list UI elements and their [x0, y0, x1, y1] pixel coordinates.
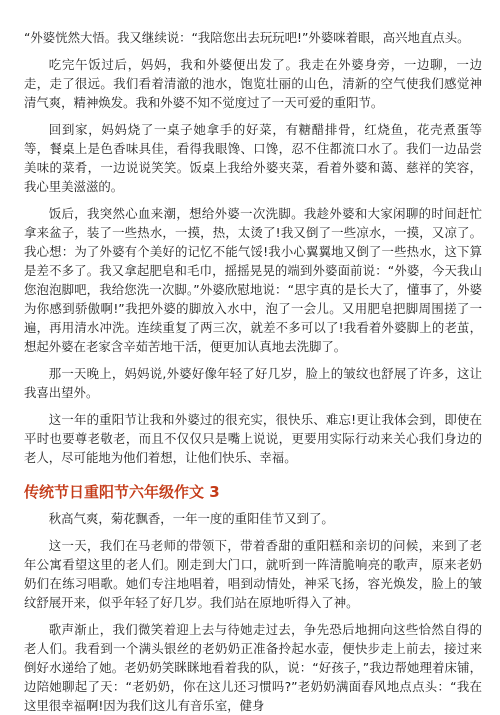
paragraph: 回到家，妈妈烧了一桌子她拿手的好菜，有糖醋排骨，红烧鱼，花壳煮蛋等等，餐桌上是色香味具佳，看得我眼馋、口馋，忍不住都流口水了。我们一边品尝美味的菜肴，一边说说笑笑。饭桌上我给外婆夹菜，看着外婆和蔼、慈祥的笑容，我心里美滋滋的。 [24, 122, 482, 194]
paragraph: “外婆恍然大悟。我又继续说：“我陪您出去玩玩吧!”外婆咪着眼，高兴地直点头。 [24, 30, 470, 45]
paragraph: 那一天晚上，妈妈说,外婆好像年轻了好几岁，脸上的皱纹也舒展了许多，这让我喜出望外。 [24, 366, 482, 400]
section-title: 传统节日重阳节六年级作文 3 [24, 483, 220, 501]
paragraph: 吃完午饭过后，妈妈，我和外婆便出发了。我走在外婆身旁，一边聊，一边走，走了很远。我们看着清澈的池水，饱览壮丽的山色，清新的空气使我们感觉神清气爽，精神焕发。我和外婆不知不觉度过了一天可爱的重阳节。 [24, 57, 482, 110]
paragraph: 歌声渐止，我们微笑着迎上去与待她走过去，争先恐后地拥向这些恰然自得的老人们。我看到一个满头银丝的老奶奶正准备拎起水壶，便快步走上前去，接过来倒好水递给了她。老奶奶笑眯眯地看着我的队，说：“好孩子，”我边帮她理着床铺，边陪她聊起了天：“老奶奶，你在这儿还习惯吗?”老奶奶满面春风地点点头：“我在这里很幸福啊!因为我们这儿有音乐室，健身 [24, 622, 482, 713]
paragraph: 这一天，我们在马老师的带领下，带着香甜的重阳糕和亲切的问候，来到了老年公寓看望这里的老人们。刚走到大门口，就听到一阵清脆响亮的歌声，原来老奶奶们在练习唱歌。她们专注地唱着，唱到动情处，神采飞扬，容光焕发，脸上的皱纹舒展开来，似乎年轻了好几岁。我们站在原地听得入了神。 [24, 538, 482, 610]
document-page [0, 28, 500, 713]
paragraph: 秋高气爽，菊花飘香，一年一度的重阳佳节又到了。 [48, 511, 334, 526]
paragraph: 饭后，我突然心血来潮，想给外婆一次洗脚。我趁外婆和大家闲聊的时间赶忙拿来盆子，装了一些热水，一摸，热，太烫了!我又倒了一些凉水，一摸，又凉了。我心想：为了外婆有个美好的记忆不能气馁!我小心翼翼地又倒了一些热水，这下算是差不多了。我又拿起肥皂和毛巾，摇摇晃晃的端到外婆面前说：“外婆，今天我山您泡泡脚吧，我给您洗一次脚。”外婆欣慰地说：“思宇真的是长大了，懂事了，外婆为你感到骄傲啊!”我把外婆的脚放入水中，泡了一会儿。又用肥皂把脚周围搓了一遍，再用清水冲洗。连续重复了两三次，就差不多可以了!我看着外婆脚上的老茧，想起外婆在老家含辛茹苦地干活，便更加认真地去洗脚了。 [24, 206, 482, 354]
paragraph: 这一年的重阳节让我和外婆过的很充实，很快乐、难忘!更让我体会到，即使在平时也要尊老敬老，而且不仅仅只是嘴上说说，更要用实际行动来关心我们身边的老人，尽可能地为他们着想，让他们快乐、幸福。 [24, 412, 482, 465]
